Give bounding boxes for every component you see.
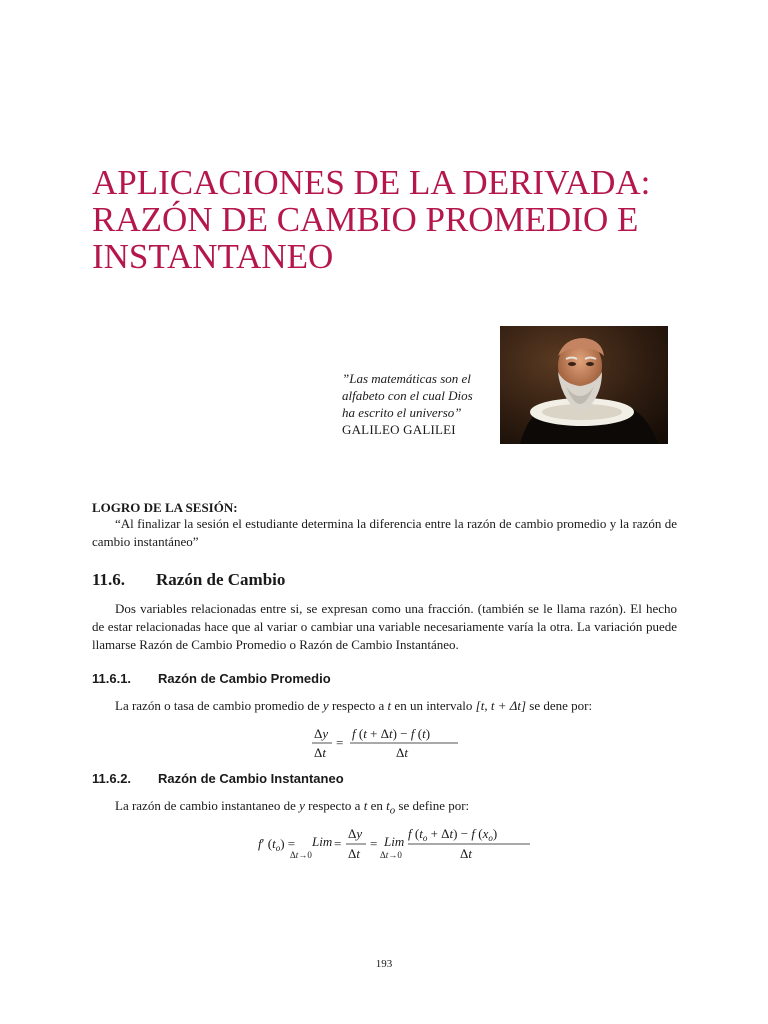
epigraph-author: GALILEO GALILEI xyxy=(342,422,456,437)
subsection-paragraph-average xyxy=(115,697,680,715)
chapter-title-line: APLICACIONES DE LA DERIVADA: xyxy=(92,163,651,202)
svg-text:Δt→0: Δt→0 xyxy=(380,850,402,860)
goal-heading: LOGRO DE LA SESIÓN: xyxy=(92,500,238,515)
chapter-title-line: INSTANTANEO xyxy=(92,237,334,276)
subsection-number: 11.6.1. xyxy=(92,671,132,686)
text-fragment: en un intervalo xyxy=(394,698,473,713)
math-variable: y xyxy=(299,798,305,813)
section-number: 11.6. xyxy=(92,570,126,589)
section-heading xyxy=(92,570,285,590)
section-paragraph: Dos variables relacionadas entre si, se expresan como una fracción. (también se le llama razón). El hecho de estar relacionadas hace que al variar o cambiar una variable necesariamente varía la otra. La variación puede llamarse Razón de Cambio Promedio o Razón de Cambio Instantáneo. xyxy=(92,601,677,652)
formula-average-rate xyxy=(310,724,470,768)
svg-text:=: = xyxy=(336,735,344,750)
chapter-title-line: RAZÓN DE CAMBIO PROMEDIO E xyxy=(92,200,639,239)
subsection-number: 11.6.2. xyxy=(92,771,132,786)
epigraph-quote-line: ”Las matemáticas son el xyxy=(342,371,471,386)
math-variable: t xyxy=(387,698,392,713)
svg-text:Δt: Δt xyxy=(314,745,326,760)
math-interval: [t, t + Δt] xyxy=(475,698,527,713)
epigraph-quote-line: alfabeto con el cual Dios xyxy=(342,388,473,403)
page-number: 193 xyxy=(375,958,393,970)
subsection-heading-average xyxy=(92,671,331,686)
svg-text:Δt→0: Δt→0 xyxy=(290,850,312,860)
text-fragment: en xyxy=(370,798,383,813)
goal-text: “Al finalizar la sesión el estudiante determina la diferencia entre la razón de cambio promedio y la razón de cambio instantáneo” xyxy=(92,516,677,549)
formula-average-rate-svg xyxy=(310,724,470,764)
svg-text:Δt: Δt xyxy=(348,846,360,861)
chapter-title xyxy=(92,164,712,275)
svg-text:f (to + Δt) − f (xo): f $(t_o + \Delta t) - f$ $(x_o)$ xyxy=(408,826,498,843)
svg-text:f (t + Δt) − f (t): f (t + Δt) − f (t) xyxy=(352,726,431,741)
epigraph-quote-line: ha escrito el universo” xyxy=(342,405,462,420)
math-variable: t xyxy=(363,798,368,813)
svg-text:Lim: Lim xyxy=(312,834,333,849)
formula-instant-rate xyxy=(258,824,538,870)
epigraph-quote xyxy=(342,370,492,421)
subsection-title: Razón de Cambio Instantaneo xyxy=(158,771,344,786)
galileo-portrait xyxy=(500,326,668,444)
svg-text:=: = xyxy=(334,836,342,851)
text-fragment: se dene por: xyxy=(529,698,593,713)
math-variable xyxy=(386,798,396,817)
section-title: Razón de Cambio xyxy=(156,570,286,589)
text-fragment: La razón o tasa de cambio promedio de xyxy=(115,698,320,713)
subsection-paragraph-instant xyxy=(115,797,680,820)
svg-text:Δy: Δy xyxy=(314,726,329,741)
math-subscript: o xyxy=(389,804,396,817)
subsection-title: Razón de Cambio Promedio xyxy=(158,671,331,686)
svg-text:Δt: Δt xyxy=(396,745,408,760)
math-variable-base: t xyxy=(386,798,390,813)
svg-text:Lim: Lim xyxy=(384,834,405,849)
svg-text:f′ (to) =: f′ $(t_o)$ = xyxy=(258,836,296,853)
formula-instant-rate-svg xyxy=(258,824,538,866)
epigraph xyxy=(342,370,492,438)
svg-text:Δy: Δy xyxy=(348,826,363,841)
text-fragment: se define por: xyxy=(398,798,470,813)
subsection-heading-instant xyxy=(92,771,344,786)
svg-text:Δt: Δt xyxy=(460,846,472,861)
math-variable: y xyxy=(322,698,329,713)
text-fragment: respecto a xyxy=(308,798,361,813)
text-fragment: respecto a xyxy=(331,698,385,713)
portrait-image xyxy=(500,326,668,444)
text-fragment: La razón de cambio instantaneo de xyxy=(115,798,296,813)
svg-text:=: = xyxy=(370,836,378,851)
